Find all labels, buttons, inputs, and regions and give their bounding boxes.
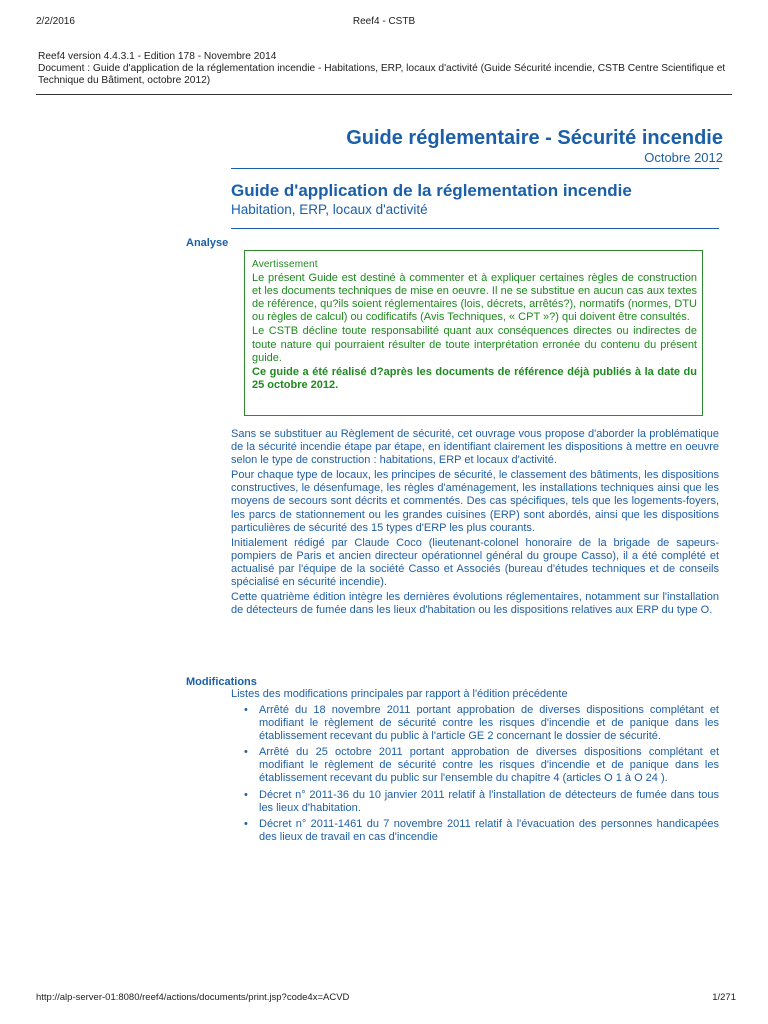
analyse-paragraph: Sans se substituer au Règlement de sécurité, cet ouvrage vous propose d'aborder la problématique de la sécurité incendie étape par étape, en identifiant clairement les dispositions à mettre en oeuvre selon le type de construction : habitations, ERP et locaux d'activité. bbox=[231, 428, 719, 467]
print-page-title: Reef4 - CSTB bbox=[352, 16, 416, 27]
title-divider bbox=[231, 228, 719, 229]
list-item-text: Décret n° 2011-36 du 10 janvier 2011 relatif à l'installation de détecteurs de fumée dans tous les lieux d'habitation. bbox=[259, 788, 719, 814]
bullet-icon: • bbox=[244, 817, 248, 830]
page-counter: 1/271 bbox=[712, 992, 736, 1003]
bullet-icon: • bbox=[244, 704, 248, 716]
meta-divider bbox=[36, 94, 732, 95]
header-divider bbox=[231, 168, 719, 169]
version-line: Reef4 version 4.4.3.1 - Edition 178 - Novembre 2014 bbox=[38, 51, 277, 62]
warning-paragraph-2: Le CSTB décline toute responsabilité quant aux conséquences directes ou indirectes de toute nature qui pourraient résulter de toute interprétation erronée du contenu du présent guide. bbox=[252, 325, 697, 364]
bullet-icon: • bbox=[244, 746, 248, 759]
list-item bbox=[244, 818, 719, 844]
print-url: http://alp-server-01:8080/reef4/actions/documents/print.jsp?code4x=ACVD bbox=[36, 992, 350, 1003]
document-subtitle: Habitation, ERP, locaux d'activité bbox=[231, 202, 428, 217]
warning-paragraph-3: Ce guide a été réalisé d?après les documents de référence déjà publiés à la date du 25 octobre 2012. bbox=[252, 365, 697, 391]
modifications-list bbox=[244, 704, 719, 847]
analyse-paragraph: Initialement rédigé par Claude Coco (lieutenant-colonel honoraire de la brigade de sapeurs-pompiers de Paris et ancien directeur opérationnel général du groupe Casso), il a été complété et actualisé par l'équipe de la société Casso et Associés (bureau d'études techniques et de conseils spécialisé en sécurité incendie). bbox=[231, 536, 719, 589]
modifications-intro: Listes des modifications principales par rapport à l'édition précédente bbox=[231, 688, 568, 700]
list-item-text: Arrêté du 18 novembre 2011 portant approbation de diverses dispositions complétant et modifiant le règlement de sécurité contre les risques d'incendie et de panique dans les établissement recevant du public à l'article GE 2 concernant le dossier de sécurité. bbox=[259, 704, 719, 743]
analyse-body bbox=[231, 428, 719, 619]
list-item-text: Décret n° 2011-1461 du 7 novembre 2011 relatif à l'évacuation des personnes handicapées des lieux de travail en cas d'incendie bbox=[259, 817, 719, 843]
list-item bbox=[244, 746, 719, 785]
warning-box bbox=[244, 250, 703, 416]
document-meta bbox=[38, 51, 738, 87]
document-title: Guide d'application de la réglementation incendie bbox=[231, 181, 632, 200]
warning-paragraph-1: Le présent Guide est destiné à commenter et à expliquer certaines règles de construction et les documents techniques de mise en oeuvre. Il ne se substitue en aucun cas aux textes de référence, qu?ils soient réglementaires (lois, décrets, arrêtés?), normatifs (normes, DTU ou règles de calcul) ou codificatifs (Avis Techniques, « CPT »?) qui doivent être consultés. bbox=[252, 272, 697, 324]
guide-date: Octobre 2012 bbox=[644, 150, 723, 165]
analyse-paragraph: Pour chaque type de locaux, les principes de sécurité, le classement des bâtiments, les dispositions constructives, le désenfumage, les règles d'aménagement, les installations techniques ainsi que les moyens de secours sont décrits et commentés. Des cas spécifiques, tels que les logements-foyers, les parcs de stationnement ou les grandes cuisines (ERP) sont abordés, ainsi que les dispositions particulières de sécurité des 15 types d'ERP les plus courants. bbox=[231, 469, 719, 534]
print-date: 2/2/2016 bbox=[36, 16, 75, 27]
analyse-label: Analyse bbox=[186, 237, 229, 249]
modifications-label: Modifications bbox=[186, 676, 257, 688]
list-item bbox=[244, 704, 719, 743]
bullet-icon: • bbox=[244, 788, 248, 801]
guide-title: Guide réglementaire - Sécurité incendie bbox=[346, 127, 723, 149]
warning-heading bbox=[252, 258, 697, 271]
document-line: Document : Guide d'application de la réglementation incendie - Habitations, ERP, locaux d'activité (Guide Sécurité incendie, CSTB Centre Scientifique et Technique du Bâtiment, octobre 2012) bbox=[38, 63, 726, 86]
list-item-text: Arrêté du 25 octobre 2011 portant approbation de diverses dispositions complétant et modifiant le règlement de sécurité contre les risques d'incendie et de panique dans les établissement recevant du public sur l'ensemble du chapitre 4 (articles O 1 à O 24 ). bbox=[259, 746, 719, 785]
list-item bbox=[244, 789, 719, 815]
warning-heading-text: Avertissement bbox=[252, 259, 318, 270]
analyse-paragraph: Cette quatrième édition intègre les dernières évolutions réglementaires, notamment sur l'installation de détecteurs de fumée dans les lieux d'habitation ou les dispositions relatives aux ERP du type O. bbox=[231, 591, 719, 617]
